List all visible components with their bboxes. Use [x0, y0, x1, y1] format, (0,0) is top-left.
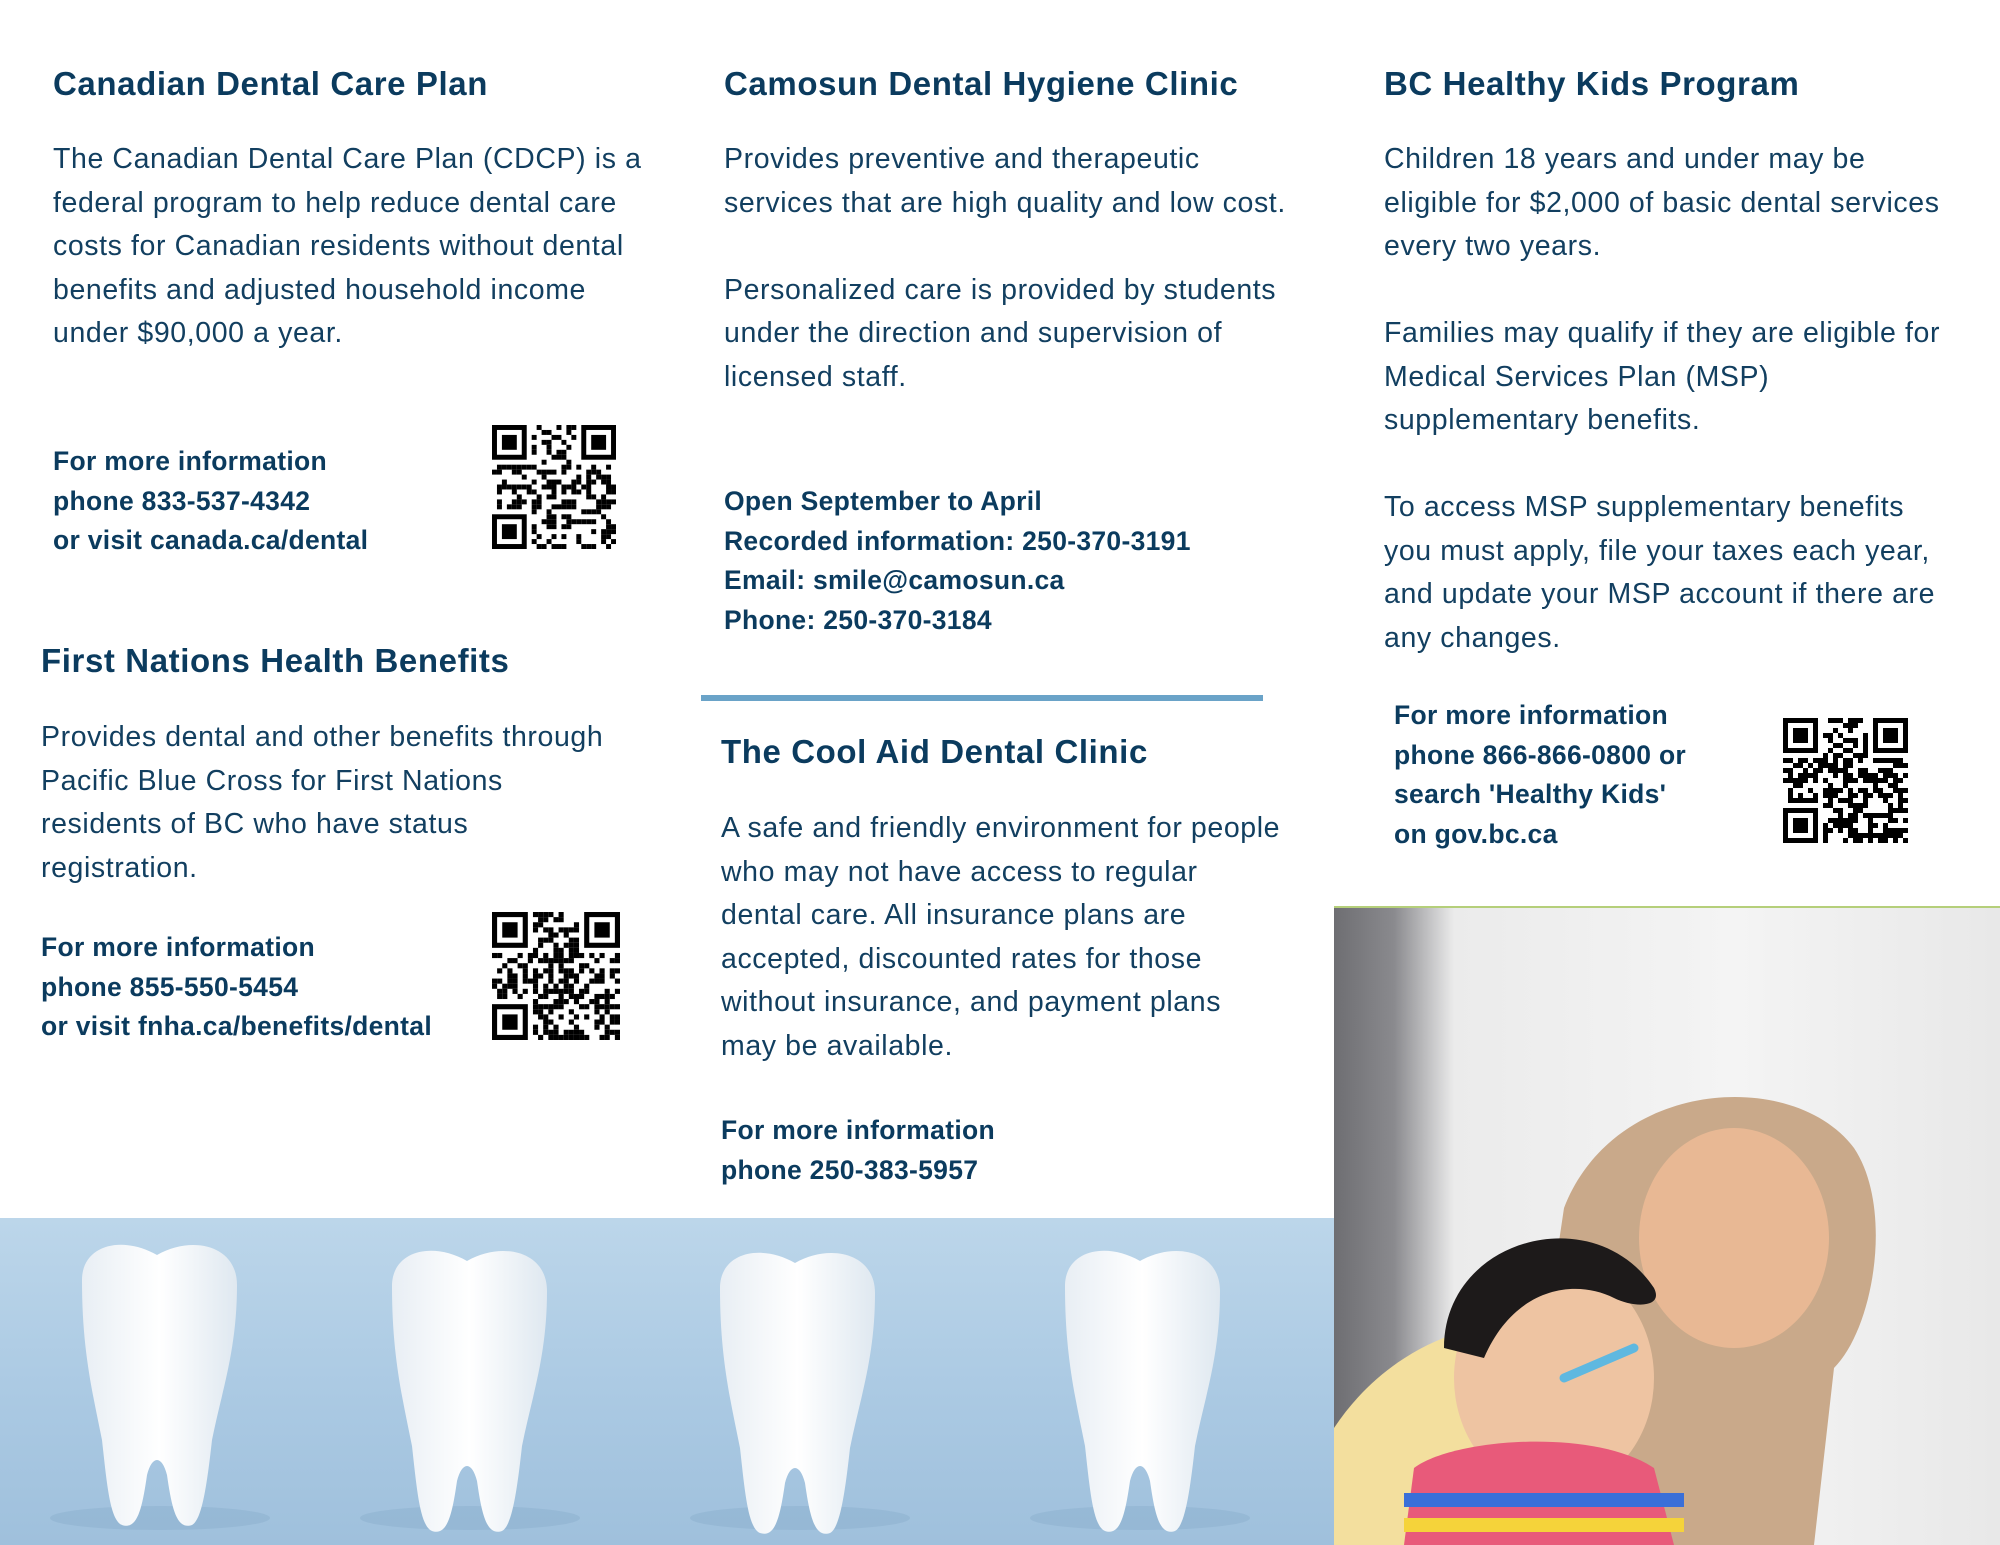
section-divider — [701, 695, 1263, 701]
coolaid-paragraph: A safe and friendly environment for people who may not have access to regular dental care. All insurance plans are accepted, discounted rates for those without insurance, and payment plans may be available. — [721, 812, 1281, 1062]
coolaid-body — [721, 807, 1281, 1068]
healthykids-heading: BC Healthy Kids Program — [1384, 65, 1800, 102]
fnhb-heading: First Nations Health Benefits — [41, 642, 510, 679]
tooth-shape — [720, 1253, 875, 1534]
hours-text: Open September to April — [724, 486, 1043, 516]
healthykids-paragraph: Families may qualify if they are eligible for Medical Services Plan (MSP) supplementary benefits. — [1384, 317, 1941, 436]
info-label: For more information — [1394, 700, 1668, 730]
cdcp-heading: Canadian Dental Care Plan — [53, 65, 488, 102]
healthykids-contact — [1394, 696, 1686, 854]
website-link[interactable]: or visit fnha.ca/benefits/dental — [41, 1011, 432, 1041]
tooth-shape — [392, 1251, 547, 1532]
camosun-heading: Camosun Dental Hygiene Clinic — [724, 65, 1239, 102]
camosun-paragraph: Provides preventive and therapeutic services that are high quality and low cost. — [724, 143, 1286, 219]
healthykids-paragraph: To access MSP supplementary benefits you must apply, file your taxes each year, and update your MSP account if there are any changes. — [1384, 491, 1936, 654]
fnhb-paragraph: Provides dental and other benefits through Pacific Blue Cross for First Nations residents of BC who have status registration. — [41, 721, 604, 884]
tooth-shape — [1065, 1251, 1220, 1532]
fnhb-body — [41, 716, 631, 890]
phone-text: phone 833-537-4342 — [53, 485, 311, 516]
info-label: For more information — [721, 1115, 995, 1145]
tooth-shape — [82, 1245, 237, 1526]
phone-text: Phone: 250-370-3184 — [724, 604, 992, 635]
info-label: For more information — [53, 446, 327, 476]
camosun-contact — [724, 482, 1191, 640]
search-text: search 'Healthy Kids' — [1394, 779, 1667, 809]
teeth-illustration — [0, 1218, 1334, 1545]
teeth-photo — [0, 1218, 1334, 1545]
healthykids-paragraph: Children 18 years and under may be eligible for $2,000 of basic dental services every two years. — [1384, 143, 1940, 262]
cdcp-qr-code[interactable] — [492, 425, 616, 549]
child-brushing-photo — [1334, 908, 2000, 1545]
healthykids-qr-code[interactable] — [1783, 718, 1908, 843]
website-link[interactable]: on gov.bc.ca — [1394, 818, 1558, 849]
info-label: For more information — [41, 932, 315, 962]
phone-text: phone 855-550-5454 — [41, 971, 299, 1002]
healthykids-body — [1384, 138, 1954, 660]
phone-text: Recorded information: 250-370-3191 — [724, 525, 1191, 556]
cdcp-paragraph: The Canadian Dental Care Plan (CDCP) is a federal program to help reduce dental care costs for Canadian residents without dental benefits and adjusted household income under $90,000 a year. — [53, 143, 642, 349]
email-link[interactable]: Email: smile@camosun.ca — [724, 565, 1065, 595]
cdcp-body — [53, 138, 643, 356]
cdcp-contact — [53, 442, 368, 561]
website-link[interactable]: or visit canada.ca/dental — [53, 525, 369, 555]
photo-illustration — [1334, 908, 2000, 1545]
fnhb-contact — [41, 928, 432, 1047]
camosun-paragraph: Personalized care is provided by students under the direction and supervision of licensed staff. — [724, 273, 1277, 393]
coolaid-contact — [721, 1111, 995, 1190]
fnhb-qr-code[interactable] — [492, 912, 620, 1040]
phone-text: phone 866-866-0800 or — [1394, 739, 1687, 770]
coolaid-heading: The Cool Aid Dental Clinic — [721, 733, 1148, 770]
phone-text: phone 250-383-5957 — [721, 1154, 979, 1185]
camosun-body — [724, 138, 1294, 399]
